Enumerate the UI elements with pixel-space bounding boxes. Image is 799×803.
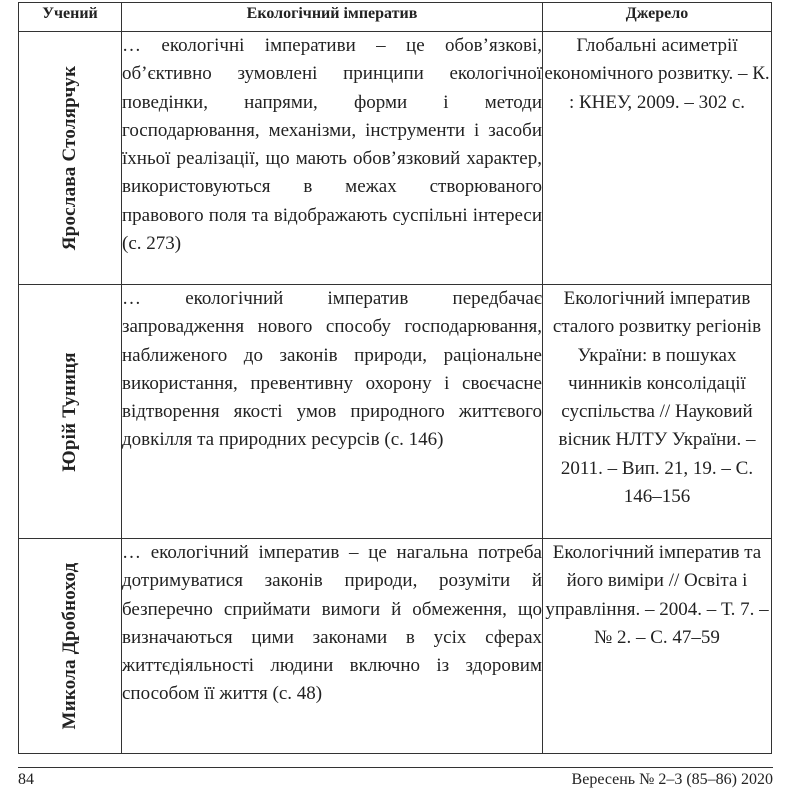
- source-cell: Глобальні асиметрії економічного розвитку. – К. : КНЕУ, 2009. – 302 с.: [543, 32, 772, 285]
- source-cell: Екологічний імператив та його виміри // Освіта і управління. – 2004. – Т. 7. – № 2. – С. 47–59: [543, 539, 772, 754]
- scholar-cell: [19, 285, 122, 539]
- table-row: [19, 285, 772, 539]
- imperative-definitions-table: [18, 2, 772, 754]
- page-number: 84: [18, 771, 34, 788]
- table-row: [19, 539, 772, 754]
- header-source: Джерело: [543, 3, 772, 32]
- scholar-name: Микола Дробноход: [59, 562, 80, 730]
- header-imperative: Екологічний імператив: [122, 3, 543, 32]
- source-cell: Екологічний імператив сталого розвитку регіонів України: в пошуках чинників консолідації суспільства // Науковий вісник НЛТУ України. – 2011. – Вип. 21, 19. – С. 146–156: [543, 285, 772, 539]
- scholar-name: Ярослава Столярчук: [59, 65, 80, 251]
- table-row: [19, 32, 772, 285]
- table-header-row: [19, 3, 772, 32]
- footer-divider: [18, 767, 773, 768]
- issue-info: Вересень № 2–3 (85–86) 2020: [571, 771, 773, 788]
- definition-cell: … екологічний імператив – це нагальна потреба дотримуватися законів природи, розуміти й безперечно сприймати вимоги й обмеження, що визначаються цими законами в усіх сферах життєдіяльності людини включно із здоровим способом її життя (с. 48): [122, 539, 543, 754]
- header-scholar: Учений: [19, 3, 122, 32]
- scholar-cell: [19, 32, 122, 285]
- scholar-name: Юрій Туниця: [59, 351, 80, 472]
- scholar-cell: [19, 539, 122, 754]
- definition-cell: … екологічні імперативи – це обов’язкові, об’єктивно зумовлені принципи екологічної поведінки, напрями, форми і методи господарювання, механізми, інструменти і засоби їхньої реалізації, що мають обов’язковий характер, використовуються в межах створюваного правового поля та відображають суспільні інтереси (с. 273): [122, 32, 543, 285]
- definition-cell: … екологічний імператив передбачає запровадження нового способу господарювання, наближеного до законів природи, раціональне використання, превентивну охорону і своєчасне відтворення якості умов природного життєвого довкілля та природних ресурсів (с. 146): [122, 285, 543, 539]
